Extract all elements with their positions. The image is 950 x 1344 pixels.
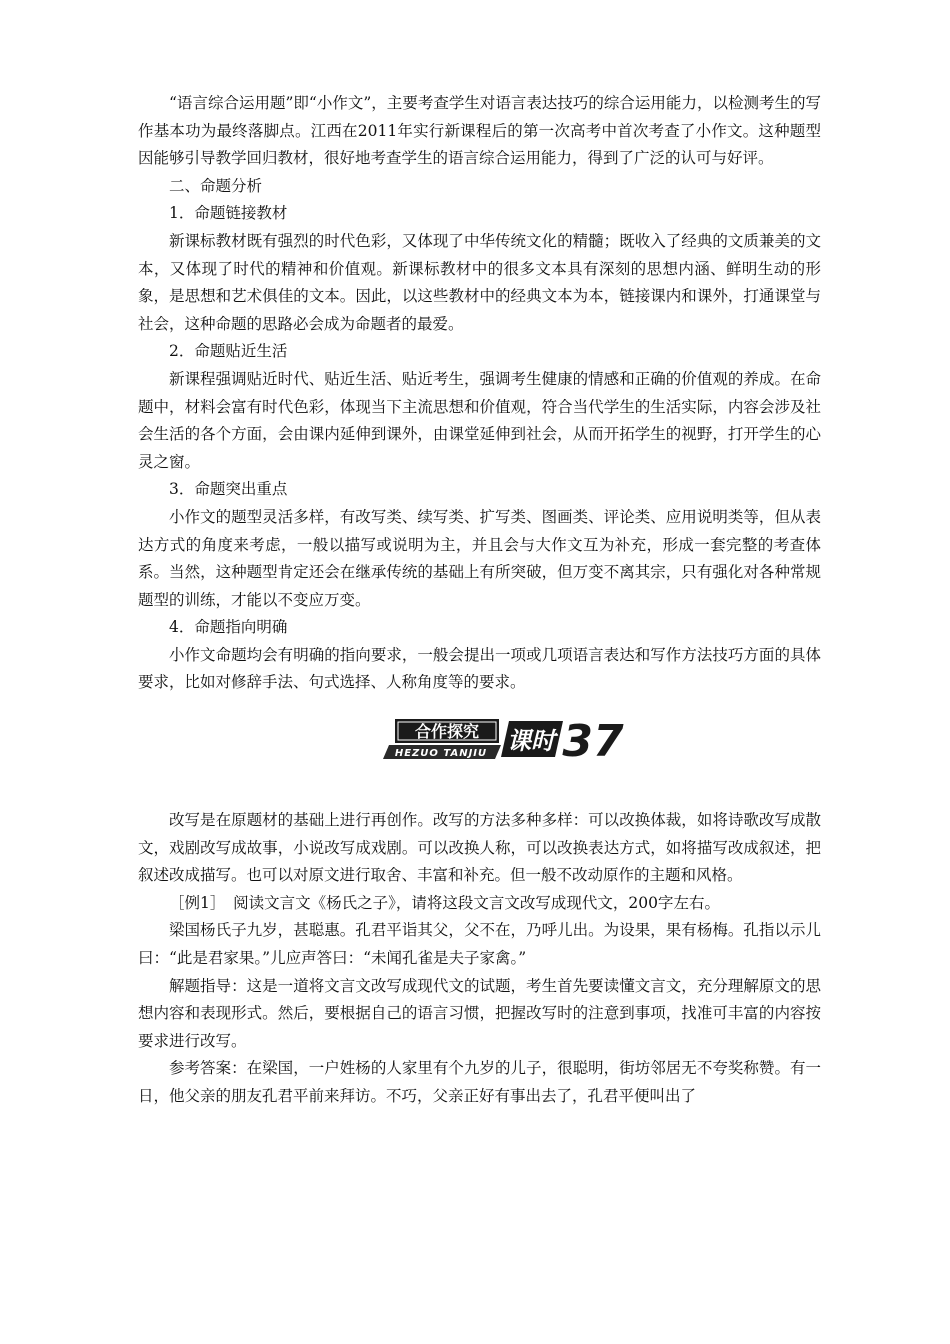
banner-lesson-text: 课时: [507, 727, 555, 756]
item-3-body: 小作文的题型灵活多样，有改写类、续写类、扩写类、图画类、评论类、应用说明类等，但从表达方式的角度来考虑，一般以描写或说明为主，并且会与大作文互为补充，形成一套完整的考查体系。当然，这种题型肯定还会在继承传统的基础上有所突破，但万变不离其宗，只有强化对各种常规题型的训练，才能以不变应万变。: [138, 507, 821, 609]
item-3-title: 3．命题突出重点: [169, 480, 288, 499]
banner-pinyin: HEZUO TANJIU: [394, 748, 488, 760]
classical-text: 梁国杨氏子九岁，甚聪惠。孔君平诣其父，父不在，乃呼儿出。为设果，果有杨梅。孔指以示儿曰：“此是君家果。”儿应声答曰：“未闻孔雀是夫子家禽。”: [138, 921, 821, 968]
item-4-body: 小作文命题均会有明确的指向要求，一般会提出一项或几项语言表达和写作方法技巧方面的具体要求，比如对修辞手法、句式选择、人称角度等的要求。: [138, 645, 821, 692]
solution-guide: 解题指导：这是一道将文言文改写成现代文的试题，考生首先要读懂文言文，充分理解原文的思想内容和表现形式。然后，要根据自己的语言习惯，把握改写时的注意到事项，找准可丰富的内容按要求进行改写。: [138, 976, 821, 1050]
banner-lesson-number: 37: [562, 716, 624, 768]
intro-paragraph: “语言综合运用题”即“小作文”，主要考查学生对语言表达技巧的综合运用能力，以检测考生的写作基本功为最终落脚点。江西在2011年实行新课程后的第一次高考中首次考查了小作文。这种题型因能够引导教学回归教材，很好地考查学生的语言综合运用能力，得到了广泛的认可与好评。: [138, 94, 821, 168]
lesson-banner-area: [138, 697, 821, 807]
lesson-banner: [383, 711, 631, 771]
rewrite-intro: 改写是在原题材的基础上进行再创作。改写的方法多种多样：可以改换体裁，如将诗歌改写成散文，戏剧改写成故事，小说改写成戏剧。可以改换人称，可以改换表达方式，如将描写改成叙述，把叙述改成描写。也可以对原文进行取舍、丰富和补充。但一般不改动原作的主题和风格。: [138, 811, 821, 885]
document-page: [138, 90, 821, 1111]
item-4-title: 4．命题指向明确: [169, 618, 288, 637]
item-2-title: 2．命题贴近生活: [169, 342, 288, 361]
item-1-title: 1．命题链接教材: [169, 204, 288, 223]
banner-box-text: 合作探究: [414, 722, 480, 742]
section-heading: 二、命题分析: [169, 176, 263, 195]
item-1-body: 新课标教材既有强烈的时代色彩，又体现了中华传统文化的精髓；既收入了经典的文质兼美的文本，又体现了时代的精神和价值观。新课标教材中的很多文本具有深刻的思想内涵、鲜明生动的形象，是思想和艺术俱佳的文本。因此，以这些教材中的经典文本为本，链接课内和课外，打通课堂与社会，这种命题的思路必会成为命题者的最爱。: [138, 231, 821, 333]
reference-answer: 参考答案：在梁国，一户姓杨的人家里有个九岁的儿子，很聪明，街坊邻居无不夸奖称赞。有一日，他父亲的朋友孔君平前来拜访。不巧，父亲正好有事出去了，孔君平便叫出了: [138, 1059, 821, 1105]
item-2-body: 新课程强调贴近时代、贴近生活、贴近考生，强调考生健康的情感和正确的价值观的养成。在命题中，材料会富有时代色彩，体现当下主流思想和价值观，符合当代学生的生活实际，内容会涉及社会生活的各个方面，会由课内延伸到课外，由课堂延伸到社会，从而开拓学生的视野，打开学生的心灵之窗。: [138, 369, 821, 471]
example-prompt: ［例1］ 阅读文言文《杨氏之子》，请将这段文言文改写成现代文，200字左右。: [169, 893, 720, 912]
